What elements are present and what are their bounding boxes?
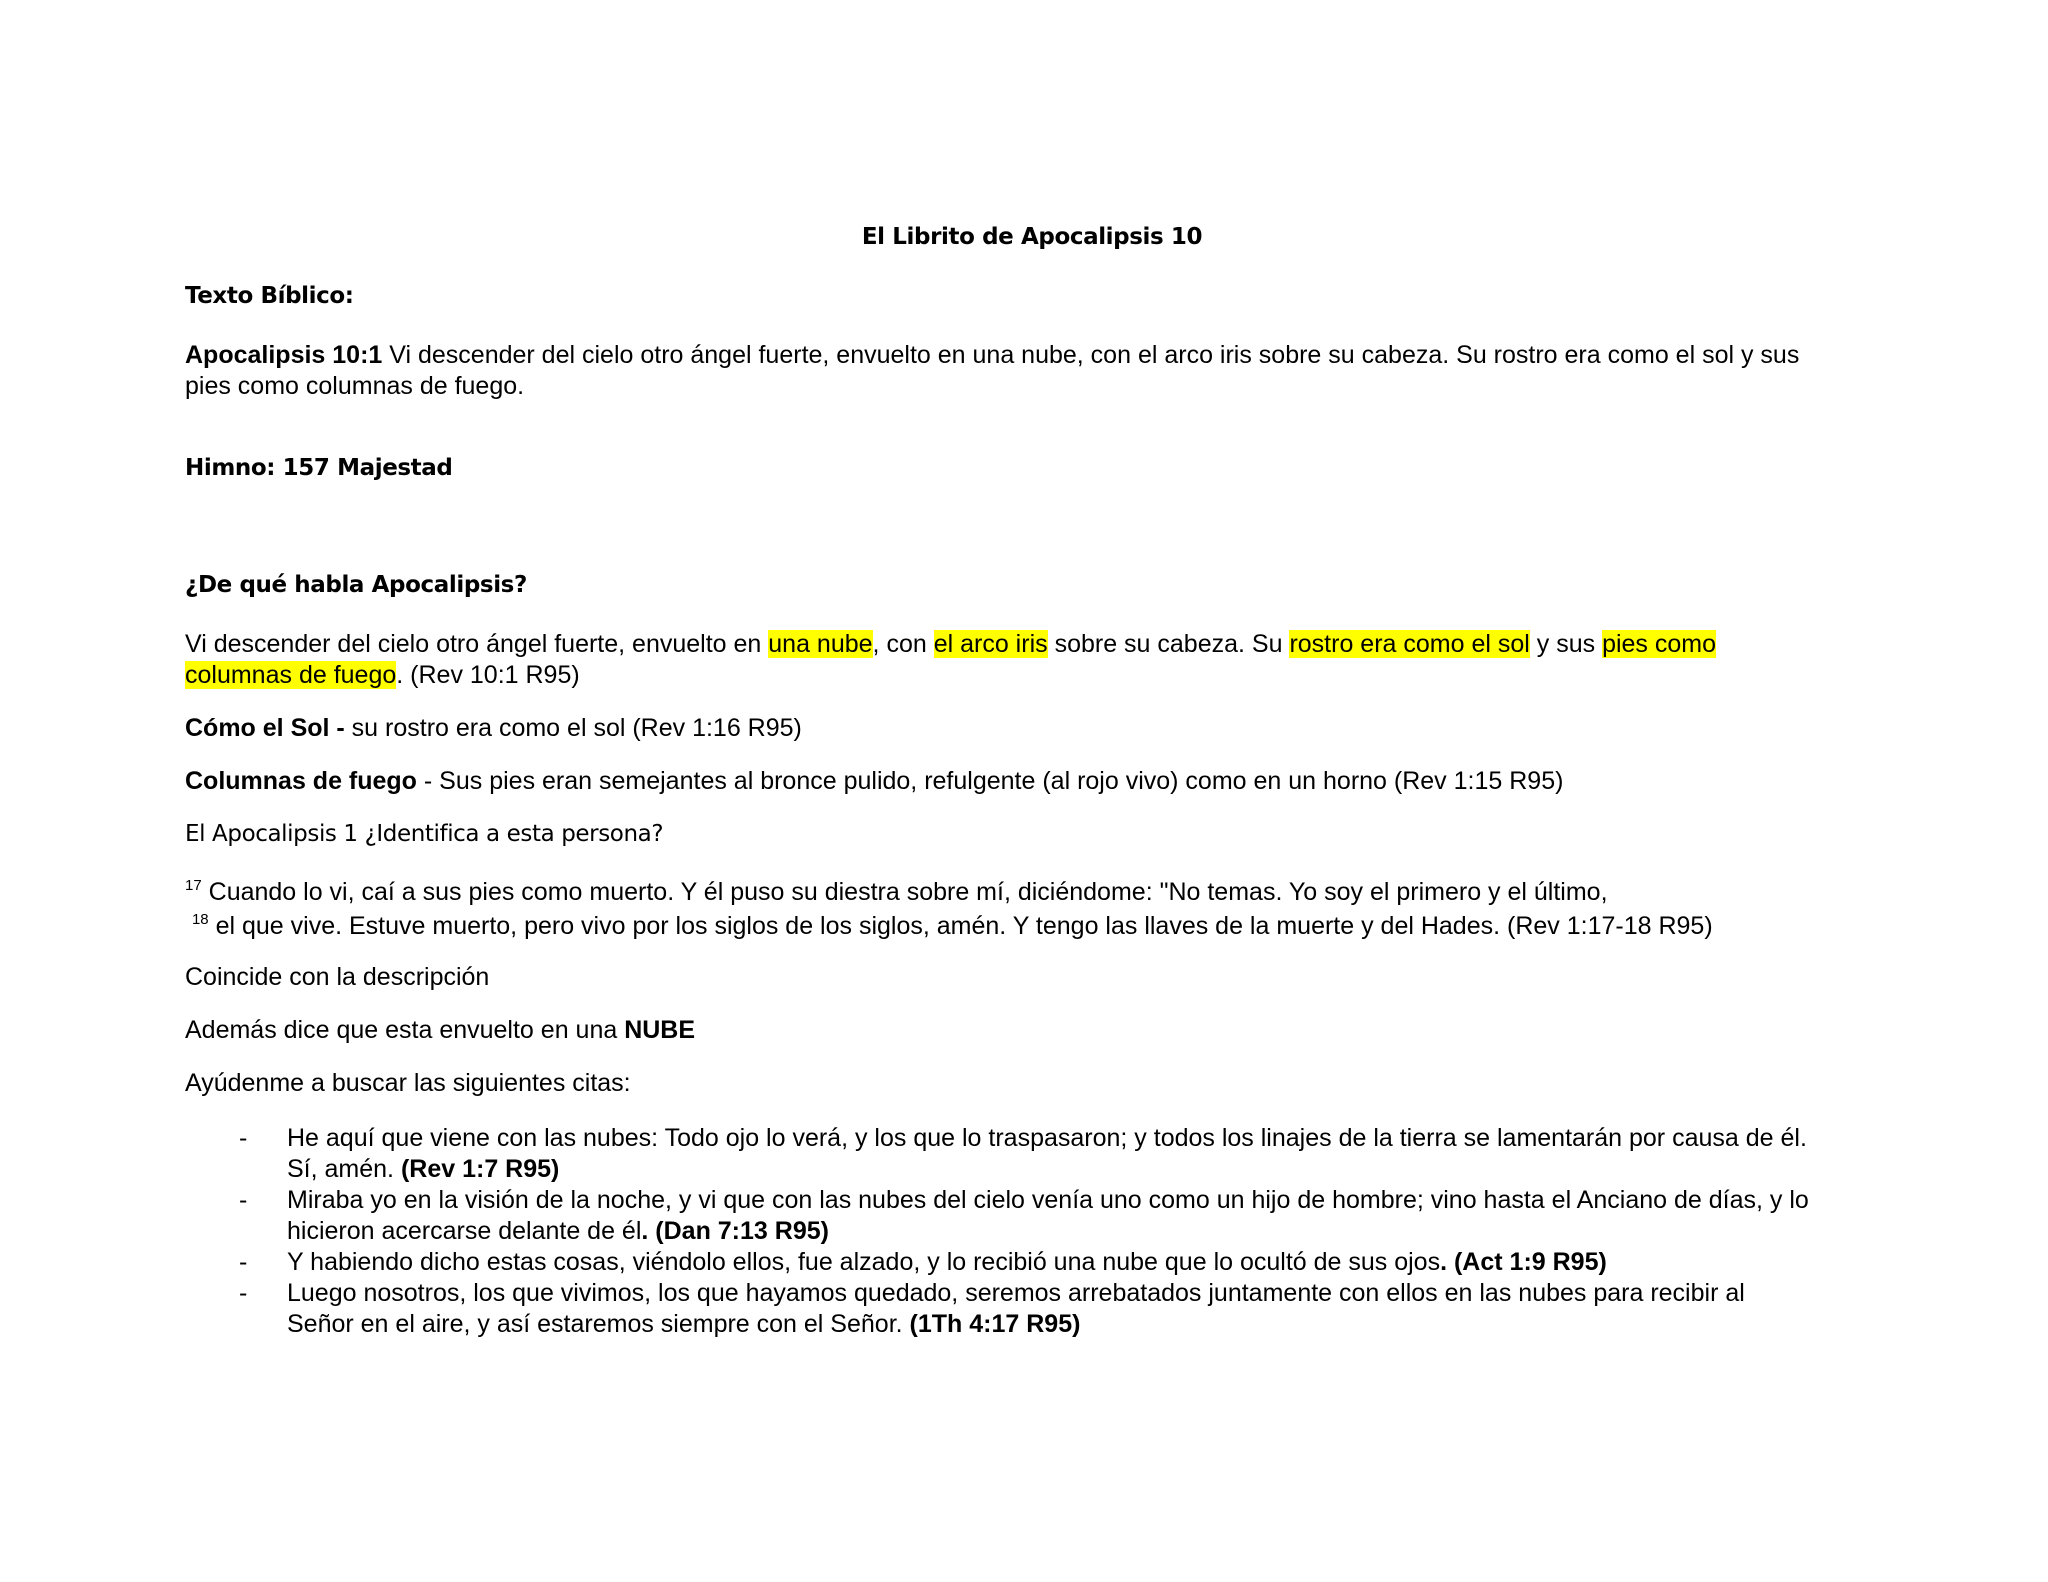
highlight-una-nube: una nube xyxy=(768,630,873,658)
citas-list xyxy=(185,1123,1895,1340)
como-el-sol-label: Cómo el Sol - xyxy=(185,714,345,742)
identifica-line: El Apocalipsis 1 ¿Identifica a esta persona? xyxy=(185,821,664,847)
list-item xyxy=(185,1123,1895,1185)
list-dash: - xyxy=(239,1186,248,1214)
list-item-line2: Sí, amén. xyxy=(287,1155,401,1183)
highlight-arco-iris: el arco iris xyxy=(933,630,1048,658)
passage-verse-17: Cuando lo vi, caí a sus pies como muerto. Y él puso su diestra sobre mí, diciéndome: "No temas. Yo soy el primero y el último, xyxy=(201,878,1608,906)
list-dash: - xyxy=(239,1124,248,1152)
document-page xyxy=(185,0,1885,1582)
highlight-pies-como: pies como xyxy=(1602,630,1717,658)
ayudenme-line: Ayúdenme a buscar las siguientes citas: xyxy=(185,1069,631,1097)
document-title: El Librito de Apocalipsis 10 xyxy=(861,224,1203,250)
list-item-ref: . (Dan 7:13 R95) xyxy=(641,1217,829,1245)
text-segment: , con xyxy=(872,630,934,658)
columnas-paragraph xyxy=(185,766,1563,797)
columnas-label: Columnas de fuego xyxy=(185,767,417,795)
verse-paragraph xyxy=(185,340,1799,402)
passage-paragraph xyxy=(185,877,1713,945)
list-item xyxy=(185,1278,1895,1340)
ademas-line xyxy=(185,1015,695,1046)
como-el-sol-text: su rostro era como el sol (Rev 1:16 R95) xyxy=(344,714,802,742)
text-segment: sobre su cabeza. Su xyxy=(1047,630,1290,658)
ademas-text: Además dice que esta envuelto en una xyxy=(185,1016,625,1044)
list-item xyxy=(185,1247,1895,1278)
list-item-ref: (1Th 4:17 R95) xyxy=(909,1310,1081,1338)
list-item-line1: Luego nosotros, los que vivimos, los que hayamos quedado, seremos arrebatados juntamente con ellos en las nubes para recibir al xyxy=(287,1279,1745,1307)
list-dash: - xyxy=(239,1279,248,1307)
himno-heading: Himno: 157 Majestad xyxy=(185,455,453,481)
list-item-line1: He aquí que viene con las nubes: Todo ojo lo verá, y los que lo traspasaron; y todos los linajes de la tierra se lamentarán por causa de él. xyxy=(287,1124,1807,1152)
list-item-ref: (Rev 1:7 R95) xyxy=(400,1155,560,1183)
verse-number-17: 17 xyxy=(185,877,202,894)
verse-text-line1: Vi descender del cielo otro ángel fuerte, envuelto en una nube, con el arco iris sobre su cabeza. Su rostro era como el sol y sus xyxy=(382,341,1800,369)
list-item-line1: Y habiendo dicho estas cosas, viéndolo ellos, fue alzado, y lo recibió una nube que lo ocultó de sus ojos xyxy=(287,1248,1441,1276)
list-item xyxy=(185,1185,1895,1247)
list-item-line2: Señor en el aire, y así estaremos siempre con el Señor. xyxy=(287,1310,910,1338)
coincide-line: Coincide con la descripción xyxy=(185,963,490,991)
verse-number-18: 18 xyxy=(191,911,209,928)
verse-reference: Apocalipsis 10:1 xyxy=(185,341,383,369)
list-item-ref: . (Act 1:9 R95) xyxy=(1440,1248,1607,1276)
passage-verse-18: el que vive. Estuve muerto, pero vivo por los siglos de los siglos, amén. Y tengo las llaves de la muerte y del Hades. (Rev 1:17-18 R95) xyxy=(208,912,1713,940)
highlight-columnas-de-fuego: columnas de fuego xyxy=(185,661,397,689)
text-segment: Vi descender del cielo otro ángel fuerte, envuelto en xyxy=(185,630,769,658)
ademas-bold: NUBE xyxy=(624,1016,696,1044)
list-item-line2: hicieron acercarse delante de él xyxy=(287,1217,642,1245)
highlight-rostro: rostro era como el sol xyxy=(1289,630,1530,658)
list-dash: - xyxy=(239,1248,248,1276)
columnas-text: - Sus pies eran semejantes al bronce pulido, refulgente (al rojo vivo) como en un horno (Rev 1:15 R95) xyxy=(416,767,1564,795)
highlighted-paragraph xyxy=(185,629,1716,691)
como-el-sol-paragraph xyxy=(185,713,802,744)
text-segment: . (Rev 10:1 R95) xyxy=(396,661,580,689)
text-segment: y sus xyxy=(1529,630,1603,658)
verse-text-line2: pies como columnas de fuego. xyxy=(185,372,525,400)
question-heading: ¿De qué habla Apocalipsis? xyxy=(185,572,527,598)
list-item-line1: Miraba yo en la visión de la noche, y vi que con las nubes del cielo venía uno como un hijo de hombre; vino hasta el Anciano de días, y lo xyxy=(287,1186,1809,1214)
texto-biblico-heading: Texto Bíblico: xyxy=(185,283,354,309)
